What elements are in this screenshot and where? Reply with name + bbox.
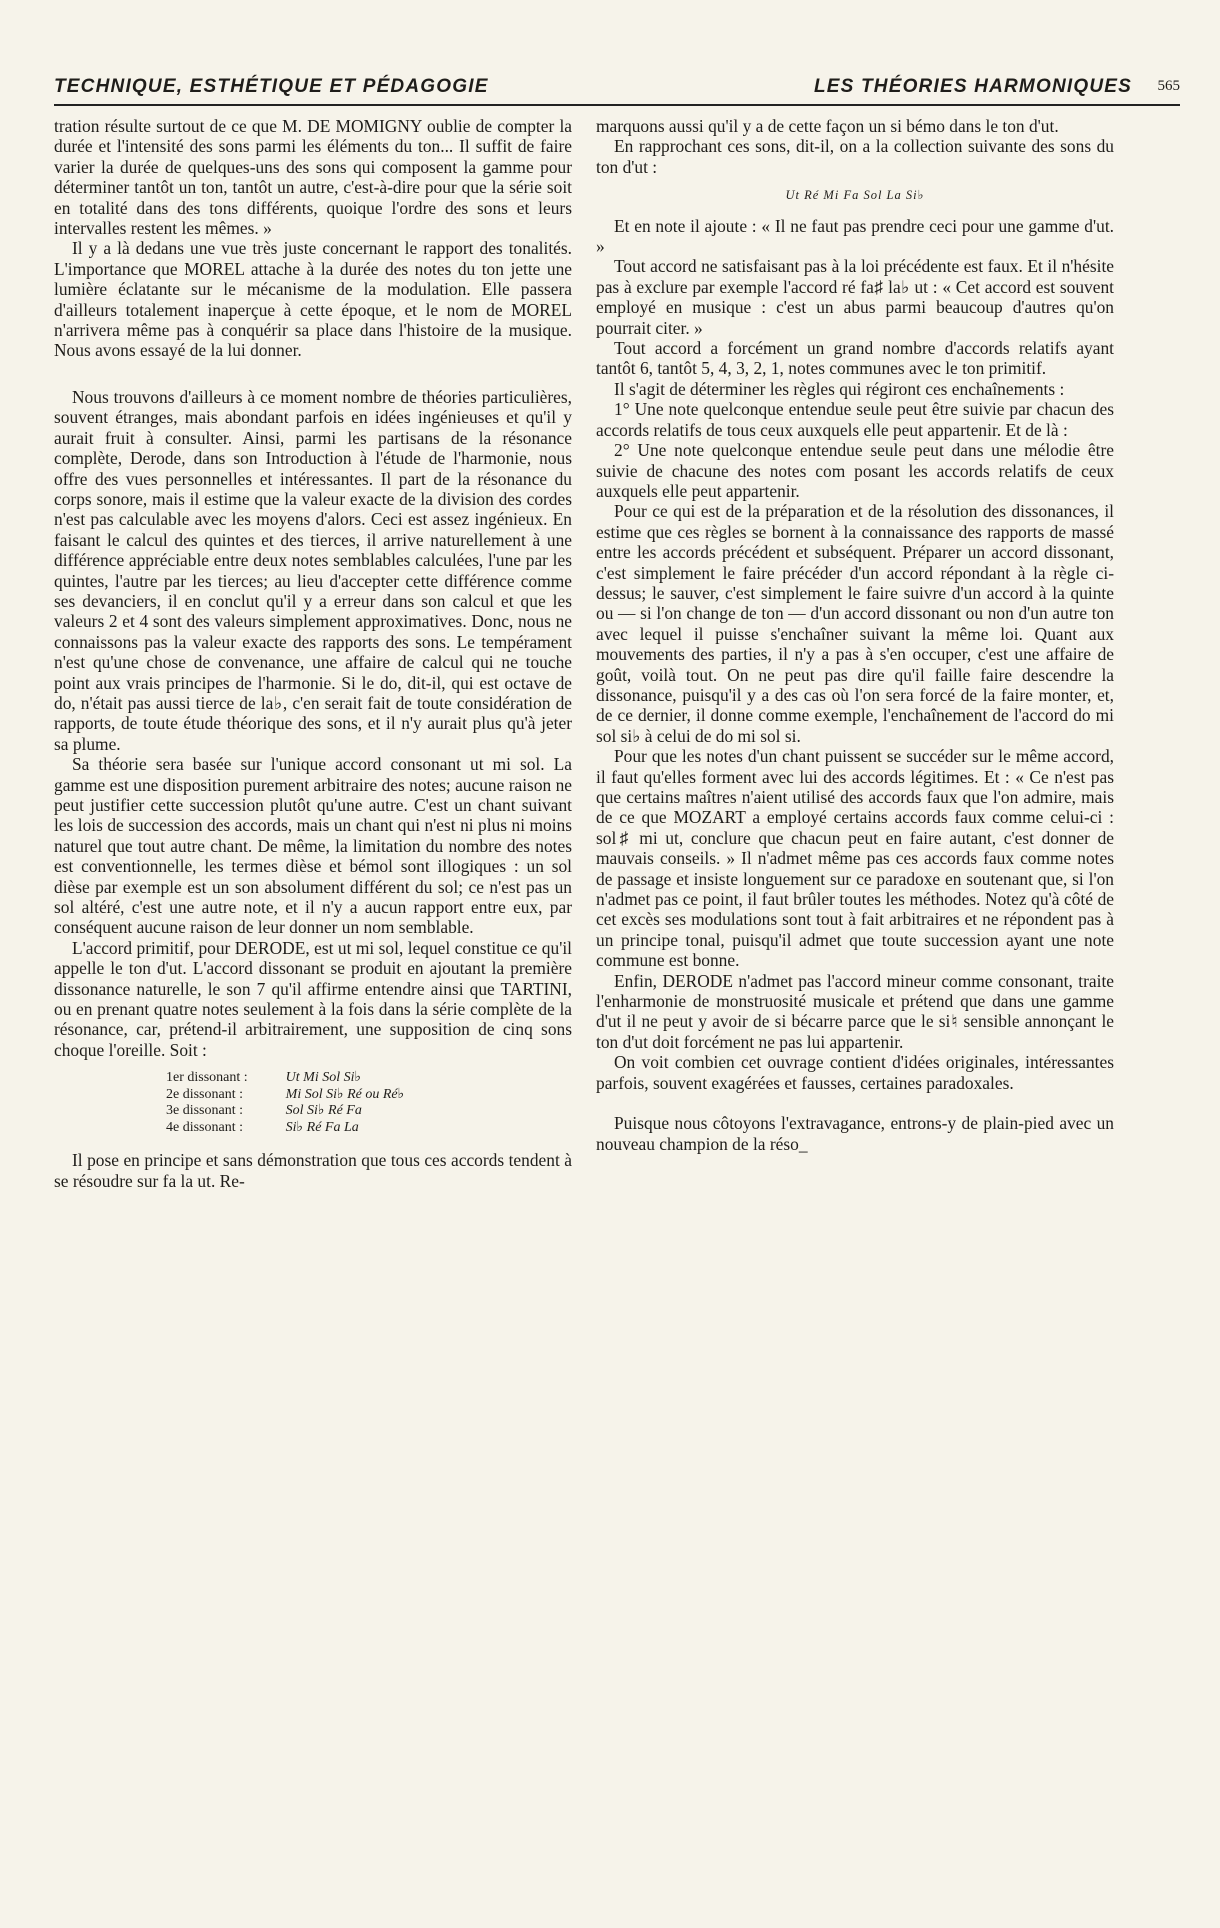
paragraph: On voit combien cet ouvrage contient d'idées originales, intéressantes parfois, souvent exagérées et fausses, certaines paradoxales. (596, 1052, 1114, 1093)
scale-of-ut: Ut Ré Mi Fa Sol La Si♭ (785, 188, 925, 203)
paragraph: Tout accord a forcément un grand nombre d'accords relatifs ayant tantôt 6, tantôt 5, 4, 3, 2, 1, notes communes avec le ton primitif. (596, 338, 1114, 379)
dissonant-label: 4e dissonant : (166, 1119, 243, 1135)
dissonant-notes: Ut Mi Sol Si♭ (285, 1070, 362, 1086)
dissonant-notes: Si♭ Ré Fa La (285, 1119, 359, 1135)
paragraph: Nous trouvons d'ailleurs à ce moment nombre de théories particulières, souvent étranges, mais abondant parfois en idées ingénieuses et qu'il y aurait fruit à consulter. Ainsi, parmi les partisans de la résonance complète, Derode, dans son Introduction à l'étude de l'harmonie, nous offre des vues personnelles et intéressantes. Il part de la résonance du corps sonore, mais il estime que la valeur exacte de la division des cordes n'est pas calculable avec les moyens d'alors. Ceci est assez ingénieux. En faisant le calcul des quintes et des tierces, il arrive naturellement à une différence appréciable entre deux notes semblables calculées, l'une par les quintes, l'autre par les tierces; au lieu d'accepter cette différence comme ses devanciers, il en conclut qu'il y a erreur dans son calcul et que les valeurs 2 et 4 sont des valeurs simplement approximatives. Donc, nous ne connaissons pas la valeur exacte des rapports des sons. Le tempérament n'est qu'une chose de convenance, une affaire de calcul qui ne touche point aux vrais principes de l'harmonie. Si le do, dit-il, qui est octave de do, n'était pas aussi tierce de la♭, c'en serait fait de toute considération de rapports, de toute étude théorique des sons, et il n'y aurait plus qu'à jeter sa plume. (54, 386, 572, 754)
paragraph: L'accord primitif, pour DERODE, est ut mi sol, lequel constitue ce qu'il appelle le ton d'ut. L'accord dissonant se produit en ajoutant la première dissonance naturelle, le son 7 qu'il affirme entendre ainsi que TARTINI, ou en prenant quatre notes seulement à la fois dans la série complète de la résonance, car, prétend-il arbitrairement, une supposition de cinq sons choque l'oreille. Soit : (54, 937, 572, 1060)
paragraph: tration résulte surtout de ce que M. DE MOMIGNY oublie de compter la durée et l'intensité des sons parmi les éléments du ton... Il suffit de faire varier la durée de quelques-uns des sons qui composent la gamme pour déterminer tantôt un ton, tantôt un autre, c'est-à-dire pour que la série soit en totalité dans des tons différents, quoique l'ordre des sons et leurs intervalles restent les mêmes. » (54, 116, 572, 239)
running-header (54, 74, 1180, 106)
paragraph: Pour que les notes d'un chant puissent se succéder sur le même accord, il faut qu'elles forment avec lui des accords légitimes. Et : « Ce n'est pas que certains maîtres n'aient utilisé des accords faux que l'on admire, mais de ce que MOZART a employé certains accords faux comme celui-ci : sol♯ mi ut, conclure que chacun peut en faire autant, c'est donner de mauvais conseils. » Il n'admet même pas ces accords faux comme notes de passage et insiste longuement sur ce paradoxe en soutenant que, si l'on n'admet pas ce point, il faut brûler toutes les méthodes. Notez qu'à côté de cet excès ses modulations sont tout à fait arbitraires et ne répondent pas à un principe tonal, puisqu'il admet que toute succession ayant une note commune est bonne. (596, 746, 1114, 971)
dissonant-notes: Mi Sol Si♭ Ré ou Ré♭ (285, 1086, 405, 1102)
table-row (166, 1103, 412, 1120)
paragraph: 1° Une note quelconque entendue seule peut être suivie par chacun des accords relatifs de tous ceux auxquels elle peut appartenir. Et de là : (596, 399, 1114, 440)
paragraph: Puisque nous côtoyons l'extravagance, entrons-y de plain-pied avec un nouveau champion de la réso_ (596, 1113, 1114, 1154)
dissonant-notes: Sol Si♭ Ré Fa (285, 1103, 362, 1119)
header-chapter-title: LES THÉORIES HARMONIQUES (813, 76, 1132, 97)
paragraph: Et en note il ajoute : « Il ne faut pas prendre ceci pour une gamme d'ut. » (596, 215, 1114, 257)
paragraph: Tout accord ne satisfaisant pas à la loi précédente est faux. Et il n'hésite pas à exclure par exemple l'accord ré fa♯ la♭ ut : « Cet accord est souvent employé en musique : c'est un abus parmi beaucoup d'autres qu'on pourrait citer. » (596, 256, 1114, 338)
table-row (166, 1070, 412, 1087)
dissonant-label: 3e dissonant : (166, 1103, 243, 1119)
table-row (166, 1120, 412, 1137)
paragraph: Il s'agit de déterminer les règles qui régiront ces enchaînements : (614, 378, 1065, 399)
table-row (166, 1087, 412, 1104)
paragraph: Il pose en principe et sans démonstration que tous ces accords tendent à se résoudre sur fa la ut. Re- (54, 1150, 572, 1191)
dissonant-label: 2e dissonant : (166, 1086, 243, 1102)
page-number: 565 (1157, 78, 1180, 94)
paragraph: marquons aussi qu'il y a de cette façon un si bémo dans le ton d'ut. (596, 116, 1059, 136)
left-column (54, 116, 572, 1191)
paragraph: 2° Une note quelconque entendue seule peut dans une mélodie être suivie de chacune des notes com posant les accords relatifs de ceux auxquels elle peut appartenir. (596, 440, 1114, 501)
paragraph: Sa théorie sera basée sur l'unique accord consonant ut mi sol. La gamme est une disposition purement arbitraire des notes; aucune raison ne peut justifier cette succession plutôt qu'une autre. C'est un chant suivant les lois de succession des accords, mais un chant qui n'est ni plus ni moins naturel que tout autre chant. De même, la limitation du nombre des notes est conventionnelle, les termes dièse et bémol sont illogiques : un sol dièse par exemple est un son absolument différent du sol; ce n'est pas un sol altéré, c'est une autre note, et il n'y a aucun rapport entre eux, par conséquent aucune raison de leur donner un nom semblable. (54, 754, 572, 938)
dissonant-label: 1er dissonant : (166, 1070, 248, 1086)
paragraph: Pour ce qui est de la préparation et de la résolution des dissonances, il estime que ces règles se bornent à la connaissance des rapports de massé entre les accords précédent et subséquent. Préparer un accord dissonant, c'est simplement le faire précéder d'un accord répondant à la règle ci-dessus; le sauver, c'est simplement le faire suivre d'un accord à la quinte ou — si l'on change de ton — d'un accord dissonant ou non d'un autre ton avec lequel il puisse s'enchaîner suivant la même loi. Quant aux mouvements des parties, il n'y a pas à s'en occuper, c'est une affaire de goût, voilà tout. On ne peut pas dire qu'il faille faire descendre la dissonance, puisqu'il y a des cas où l'on sera forcé de la faire monter, et, de ce dernier, il donne comme exemple, l'enchaînement de l'accord do mi sol si♭ à celui de do mi sol si. (596, 501, 1114, 746)
paragraph: En rapprochant ces sons, dit-il, on a la collection suivante des sons du ton d'ut : (596, 136, 1114, 177)
dissonant-chords-table (166, 1070, 412, 1136)
paragraph: Il y a là dedans une vue très juste concernant le rapport des tonalités. L'importance que MOREL attache à la durée des notes du ton jette une lumière éclatante sur le mécanisme de la modulation. Elle passera d'ailleurs totalement inaperçue à cette époque, et le nom de MOREL n'arrivera même pas à conquérir sa place dans l'histoire de la musique. Nous avons essayé de la lui donner. (54, 238, 572, 361)
right-column (596, 116, 1114, 1154)
paragraph: Enfin, DERODE n'admet pas l'accord mineur comme consonant, traite l'enharmonie de monstruosité musicale et prétend que dans une gamme d'ut il ne peut y avoir de si bécarre parce que le si♮ sensible annonçant le ton d'ut doit forcément ne pas lui appartenir. (596, 970, 1114, 1052)
header-section-title: TECHNIQUE, ESTHÉTIQUE ET PÉDAGOGIE (54, 76, 489, 97)
